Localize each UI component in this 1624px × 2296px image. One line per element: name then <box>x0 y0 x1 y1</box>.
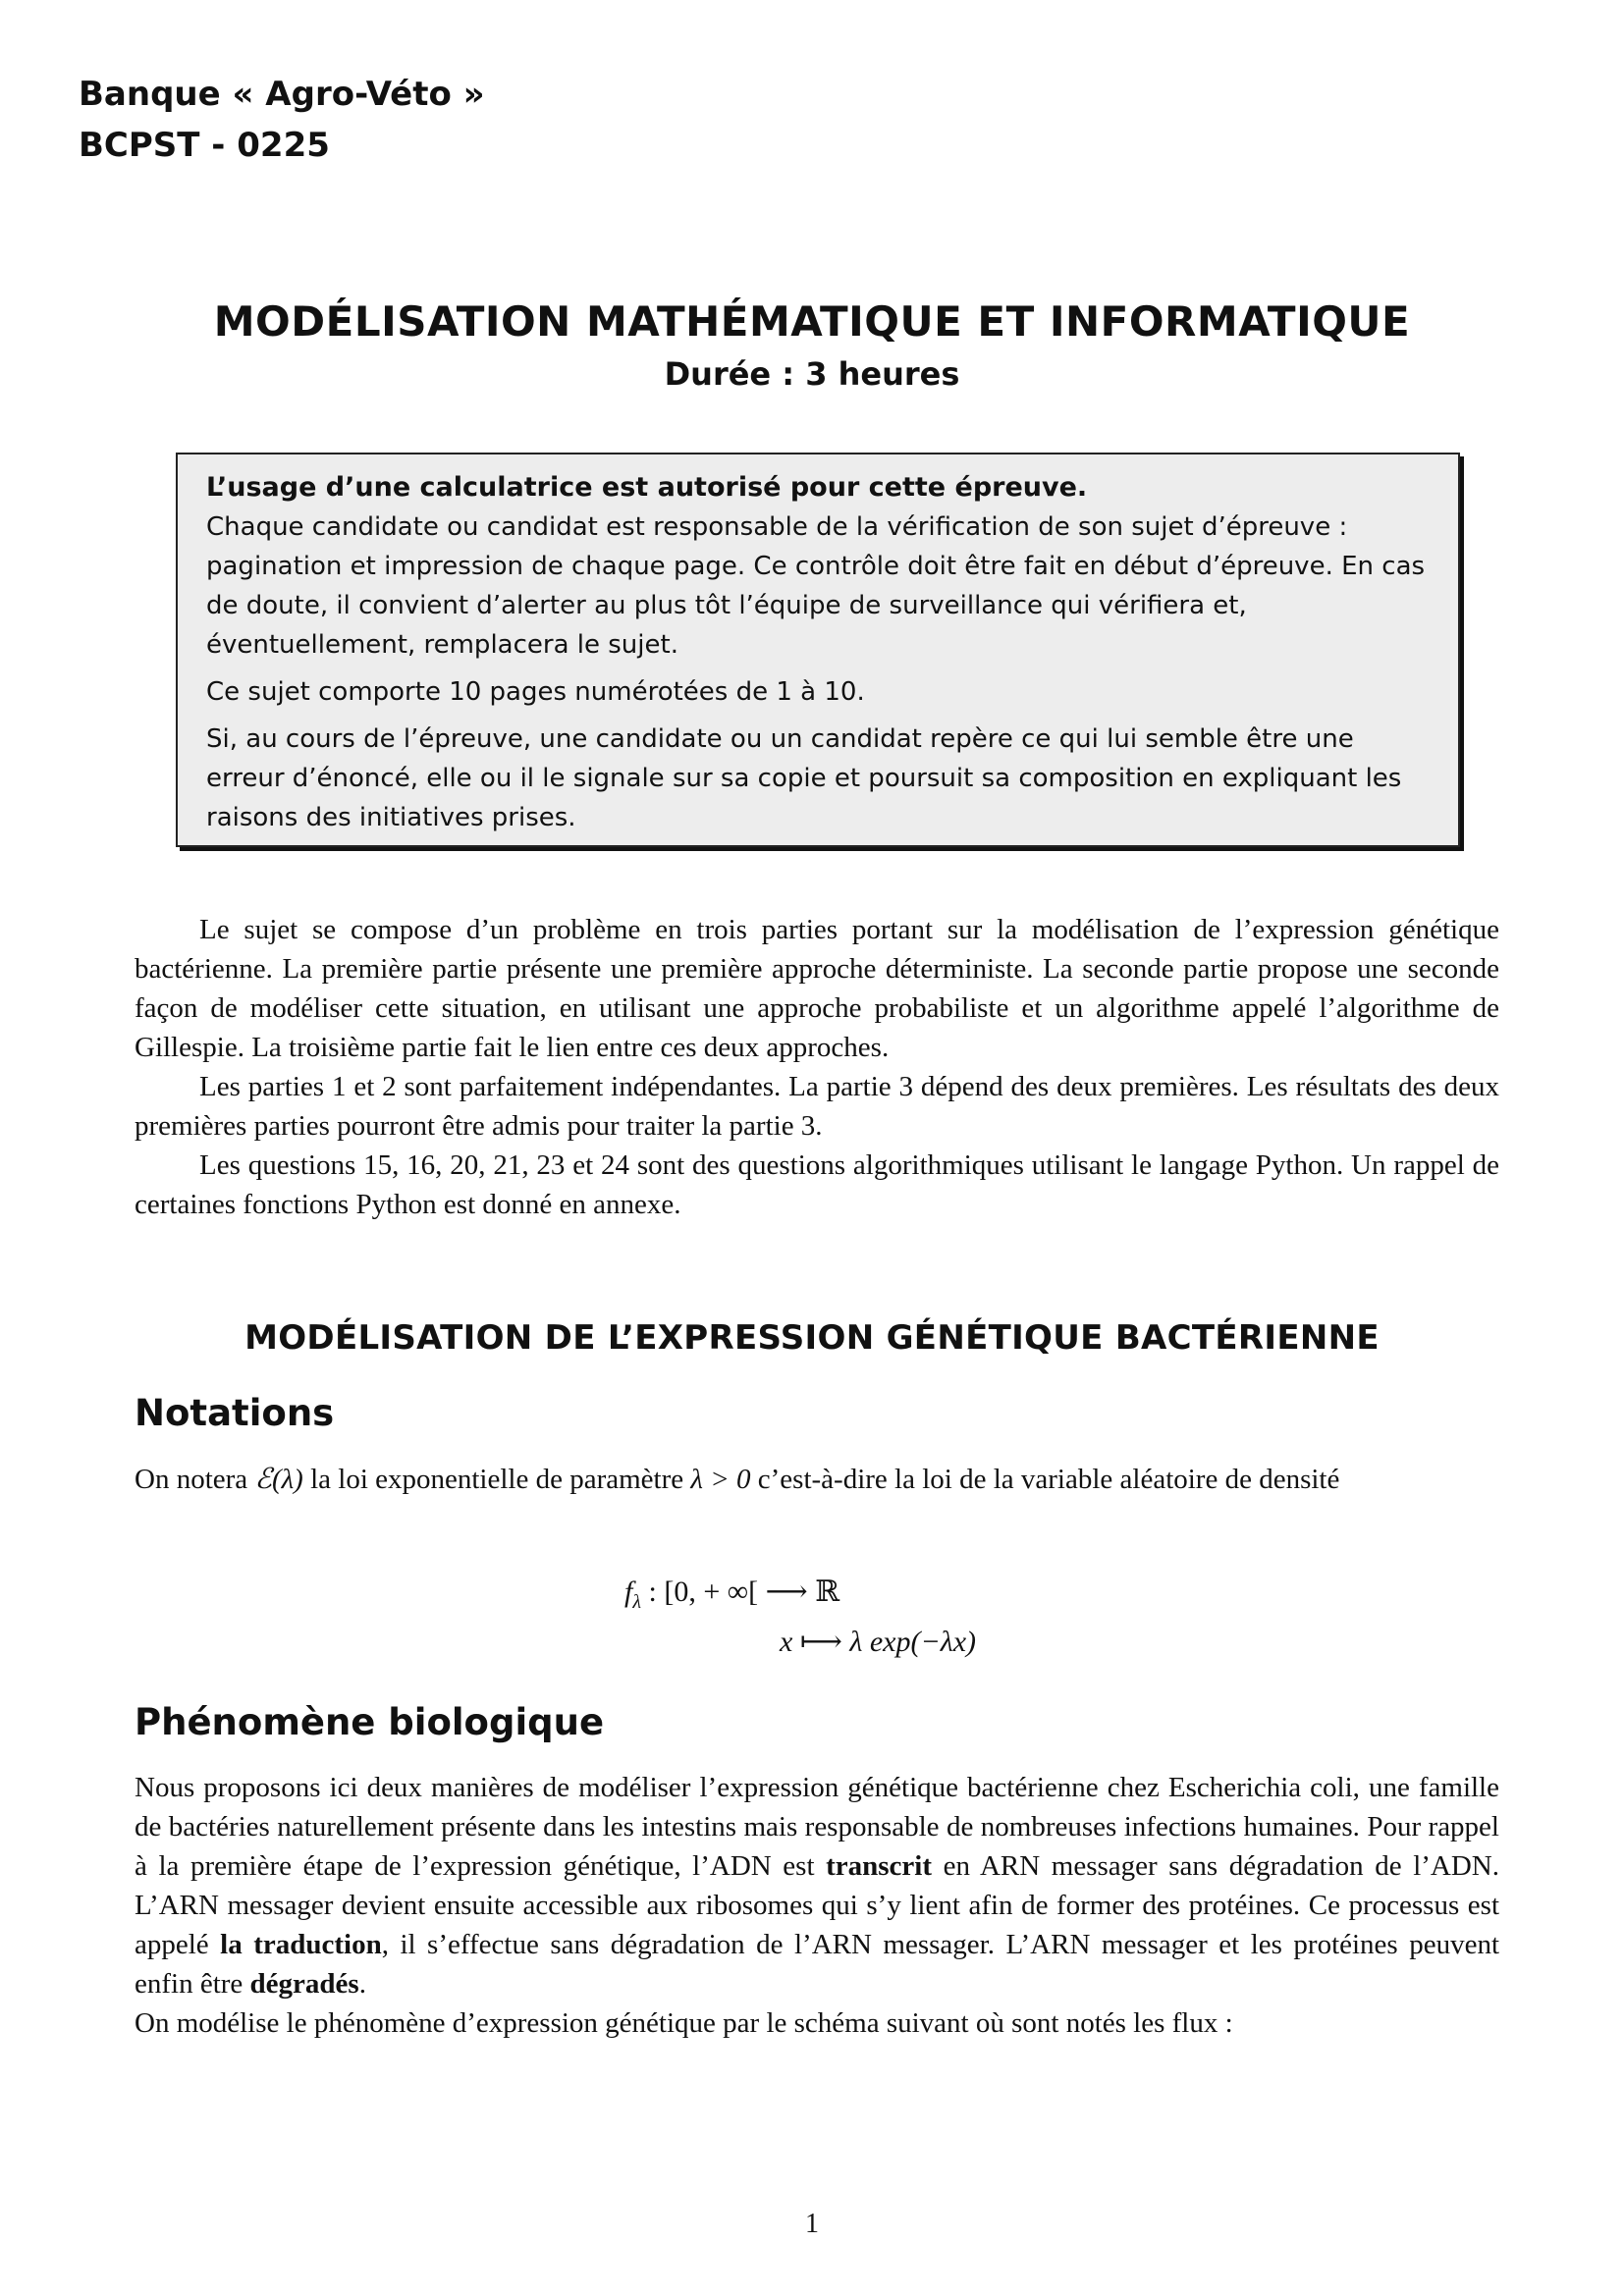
exam-header <box>79 69 485 171</box>
keyword-degrades: dégradés <box>249 1968 359 2000</box>
exam-duration: Durée : 3 heures <box>664 355 960 393</box>
page-title: MODÉLISATION MATHÉMATIQUE ET INFORMATIQUE <box>213 297 1411 346</box>
intro-paragraph: Le sujet se compose d’un problème en trois parties portant sur la modélisation de l’expression génétique bactérienne. La première partie présente une première approche déterministe. La seconde partie propose une seconde façon de modéliser cette situation, en utilisant une approche probabiliste et un algorithme appelé l’algorithme de Gillespie. La troisième partie fait le lien entre ces deux approches. <box>135 914 1499 1063</box>
notations-text: On notera ℰ(λ) la loi exponentielle de paramètre λ > 0 c’est-à-dire la loi de la variable aléatoire de densité <box>135 1464 1340 1495</box>
intro-section <box>135 910 1499 1224</box>
exponential-law-symbol: ℰ(λ) <box>254 1464 303 1495</box>
title-block <box>0 294 1624 399</box>
biology-heading: Phénomène biologique <box>135 1701 605 1743</box>
verification-notice: Chaque candidate ou candidat est responsable de la vérification de son sujet d’épreuve : pagination et impression de chaque page. Ce contrôle doit être fait en début d’épreuve. En cas de doute, il convient d’alerter au plus tôt l’équipe de surveillance qui vérifiera et, éventuellement, remplacera le sujet. <box>206 512 1426 660</box>
exam-code: BCPST - 0225 <box>79 126 330 165</box>
biology-paragraph: Nous proposons ici deux manières de modéliser l’expression génétique bactérienne chez Escherichia coli, une famille de bactéries naturellement présente dans les intestins mais responsable de nombreuses infections humaines. Pour rappel à la première étape de l’expression génétique, l’ADN est transcrit en ARN messager sans dégradation de l’ADN. L’ARN messager devient ensuite accessible aux ribosomes qui s’y lient afin de former des protéines. Ce processus est appelé la traduction, il s’effectue sans dégradation de l’ARN messager. L’ARN messager et les protéines peuvent enfin être dégradés. <box>135 1772 1500 2000</box>
page-number: 1 <box>805 2209 819 2239</box>
density-formula-line2: x ⟼ λ exp(−λx) <box>780 1626 977 1658</box>
lambda-condition: λ > 0 <box>690 1464 751 1495</box>
schema-intro: On modélise le phénomène d’expression génétique par le schéma suivant où sont notés les flux : <box>135 2007 1233 2039</box>
error-notice: Si, au cours de l’épreuve, une candidate ou un candidat repère ce qui lui semble être une erreur d’énoncé, elle ou il le signale sur sa copie et poursuit sa composition en expliquant les raisons des initiatives prises. <box>206 724 1402 832</box>
intro-paragraph: Les questions 15, 16, 20, 21, 23 et 24 sont des questions algorithmiques utilisant le langage Python. Un rappel de certaines fonctions Python est donné en annexe. <box>135 1149 1499 1220</box>
calculator-notice: L’usage d’une calculatrice est autorisé pour cette épreuve. <box>206 472 1088 503</box>
page-count-notice: Ce sujet comporte 10 pages numérotées de 1 à 10. <box>206 677 865 707</box>
keyword-traduction: la traduction <box>220 1929 382 1960</box>
density-formula-line1: $f_\lambda$ : [0, + ∞[ ⟶ ℝ <box>624 1575 840 1613</box>
keyword-transcrit: transcrit <box>826 1850 933 1882</box>
notations-heading: Notations <box>135 1392 335 1434</box>
intro-paragraph: Les parties 1 et 2 sont parfaitement indépendantes. La partie 3 dépend des deux premières. Les résultats des deux premières parties pourront être admis pour traiter la partie 3. <box>135 1071 1499 1142</box>
exam-bank: Banque « Agro-Véto » <box>79 75 485 114</box>
instructions-box <box>176 453 1460 847</box>
section-title: MODÉLISATION DE L’EXPRESSION GÉNÉTIQUE BACTÉRIENNE <box>244 1318 1380 1358</box>
biology-section <box>135 1768 1499 2043</box>
